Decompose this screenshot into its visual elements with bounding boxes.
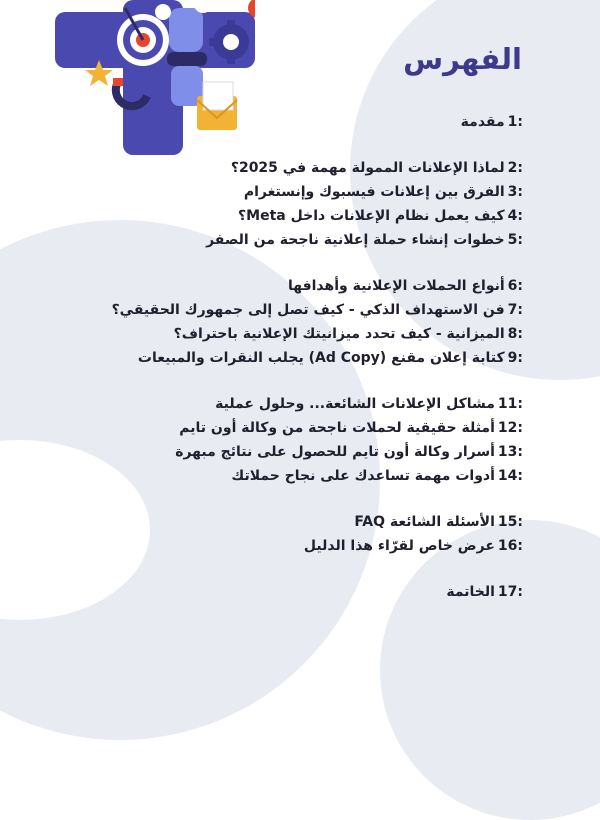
toc-item-3: 3: الفرق بين إعلانات فيسبوك وإنستغرام xyxy=(243,184,523,200)
toc-item-13: 13: أسرار وكالة أون تايم للحصول على نتائج مبهرة xyxy=(175,444,523,460)
toc-item-9: 9: كتابة إعلان مقنع (Ad Copy) يجلب النقرات والمبيعات xyxy=(137,350,523,366)
toc-item-14: 14: أدوات مهمة تساعدك على نجاح حملاتك xyxy=(231,468,523,484)
toc-item-6: 6: أنواع الحملات الإعلانية وأهدافها xyxy=(287,278,523,294)
toc-item-8: 8: الميزانية - كيف تحدد ميزانيتك الإعلانية باحتراف؟ xyxy=(173,326,523,342)
spacer xyxy=(63,488,523,510)
spacer xyxy=(63,134,523,156)
toc-item-2: 2: لماذا الإعلانات الممولة مهمة في 2025؟ xyxy=(230,160,523,176)
table-of-contents xyxy=(63,110,523,604)
toc-item-12: 12: أمثلة حقيقية لحملات ناجحة من وكالة أون تايم xyxy=(179,420,523,436)
toc-item-5: 5: خطوات إنشاء حملة إعلانية ناجحة من الصفر xyxy=(206,232,523,248)
toc-item-16: 16: عرض خاص لقرّاء هذا الدليل xyxy=(303,538,523,554)
spacer xyxy=(63,370,523,392)
spacer xyxy=(63,558,523,580)
toc-item-11: 11: مشاكل الإعلانات الشائعة... وحلول عملية xyxy=(215,396,523,412)
toc-item-17: 17: الخاتمة xyxy=(446,584,523,600)
toc-item-15: 15: الأسئلة الشائعة FAQ xyxy=(354,514,523,530)
spacer xyxy=(63,252,523,274)
page-title: الفهرس xyxy=(403,42,522,76)
toc-item-4: 4: كيف يعمل نظام الإعلانات داخل Meta؟ xyxy=(238,208,523,224)
toc-item-1: 1: مقدمة xyxy=(460,114,523,130)
toc-item-7: 7: فن الاستهداف الذكي - كيف تصل إلى جمهورك الحقيقي؟ xyxy=(111,302,523,318)
